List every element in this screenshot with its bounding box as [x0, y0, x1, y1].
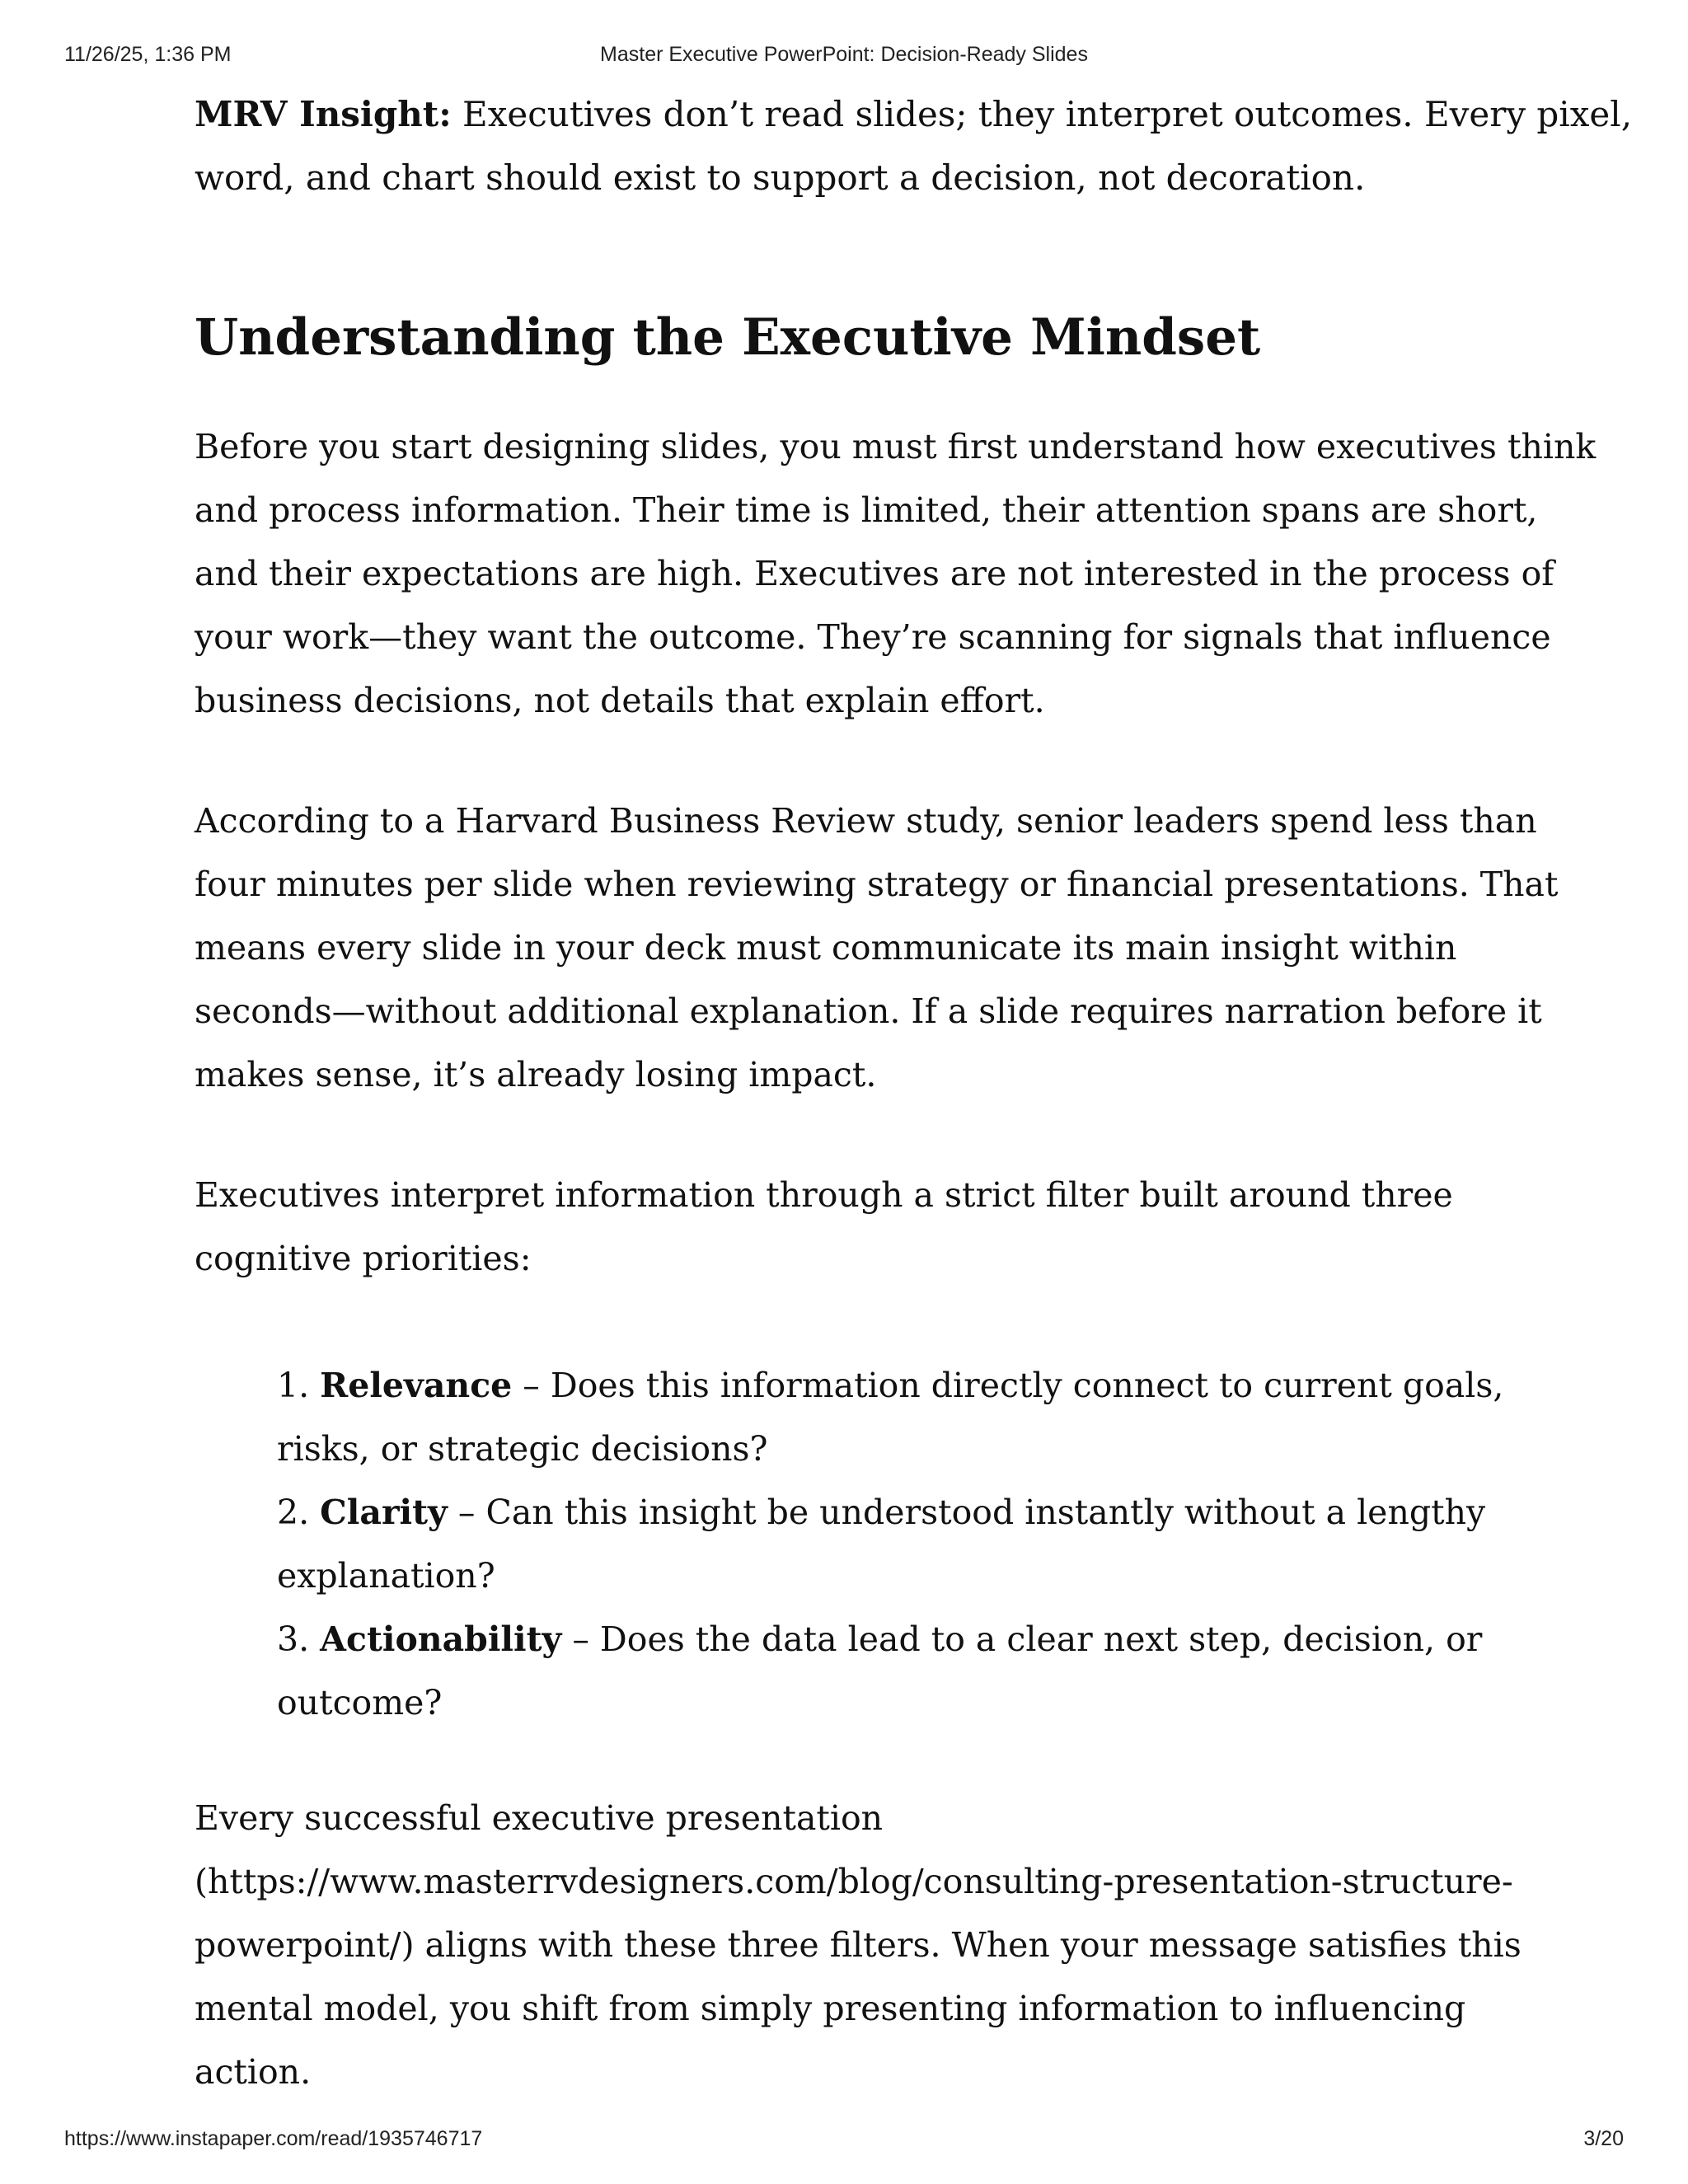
list-item	[277, 1608, 1530, 1735]
paragraph-line: action.	[195, 2052, 312, 2092]
list-item-number: 3.	[277, 1619, 310, 1659]
list-item-number: 1.	[277, 1366, 310, 1405]
list-item-line-1	[277, 1608, 1530, 1671]
insight-line-2: word, and chart should exist to support a decision, not decoration.	[195, 157, 1366, 198]
paragraph-line: and process information. Their time is limited, their attention spans are short,	[195, 490, 1538, 530]
list-item-term: Clarity	[320, 1493, 448, 1532]
paragraph-line: cognitive priorities:	[195, 1239, 532, 1278]
paragraph-line: powerpoint/) aligns with these three filters. When your message satisfies this	[195, 1925, 1522, 1965]
list-item-line-1	[277, 1354, 1530, 1418]
list-item-line-1	[277, 1481, 1530, 1544]
paragraph-line: makes sense, it’s already losing impact.	[195, 1055, 877, 1094]
list-item-line-2: outcome?	[277, 1683, 443, 1722]
insight-callout	[195, 82, 1633, 209]
paragraph-line: mental model, you shift from simply presenting information to influencing	[195, 1989, 1466, 2028]
paragraph-line: your work—they want the outcome. They’re scanning for signals that influence	[195, 617, 1551, 657]
paragraph-line: Executives interpret information through a strict filter built around three	[195, 1175, 1453, 1215]
insight-text-1: Executives don’t read slides; they interpret outcomes. Every pixel,	[451, 94, 1633, 134]
paragraph-line: According to a Harvard Business Review study, senior leaders spend less than	[195, 801, 1537, 841]
list-item-text: – Does the data lead to a clear next step, decision, or	[561, 1619, 1483, 1659]
list-item-term: Relevance	[320, 1366, 513, 1405]
list-item	[277, 1481, 1530, 1608]
list-item-line-2: risks, or strategic decisions?	[277, 1429, 768, 1469]
paragraph-line: four minutes per slide when reviewing strategy or financial presentations. That	[195, 865, 1559, 904]
paragraph-cognitive-filter	[195, 1164, 1530, 1291]
paragraph-executive-thinking	[195, 415, 1597, 733]
section-heading: Understanding the Executive Mindset	[195, 308, 1261, 367]
list-item-text: – Can this insight be understood instantly without a lengthy	[447, 1493, 1486, 1532]
print-page-number: 3/20	[1583, 2127, 1624, 2150]
paragraph-hbr-study	[195, 790, 1559, 1107]
list-item	[277, 1354, 1530, 1481]
paragraph-line: and their expectations are high. Executives are not interested in the process of	[195, 554, 1554, 593]
list-item-line-2: explanation?	[277, 1556, 495, 1596]
paragraph-line: business decisions, not details that explain effort.	[195, 681, 1045, 720]
paragraph-line: seconds—without additional explanation. If a slide requires narration before it	[195, 991, 1542, 1031]
paragraph-line: means every slide in your deck must communicate its main insight within	[195, 928, 1457, 968]
print-datetime: 11/26/25, 1:36 PM	[64, 43, 232, 66]
list-item-term: Actionability	[320, 1619, 562, 1659]
paragraph-link-line[interactable]: (https://www.masterrvdesigners.com/blog/consulting-presentation-structure-	[195, 1862, 1513, 1901]
insight-line-1	[195, 82, 1633, 146]
list-item-text: – Does this information directly connect to current goals,	[512, 1366, 1504, 1405]
paragraph-successful-presentation	[195, 1787, 1530, 2104]
list-item-number: 2.	[277, 1493, 310, 1532]
print-source-url: https://www.instapaper.com/read/1935746717	[64, 2127, 483, 2150]
paragraph-line: Before you start designing slides, you must first understand how executives think	[195, 427, 1597, 466]
insight-label: MRV Insight:	[195, 94, 452, 134]
print-page-title: Master Executive PowerPoint: Decision-Ready Slides	[600, 43, 1088, 66]
paragraph-line: Every successful executive presentation	[195, 1798, 884, 1838]
priorities-list	[277, 1354, 1530, 1735]
